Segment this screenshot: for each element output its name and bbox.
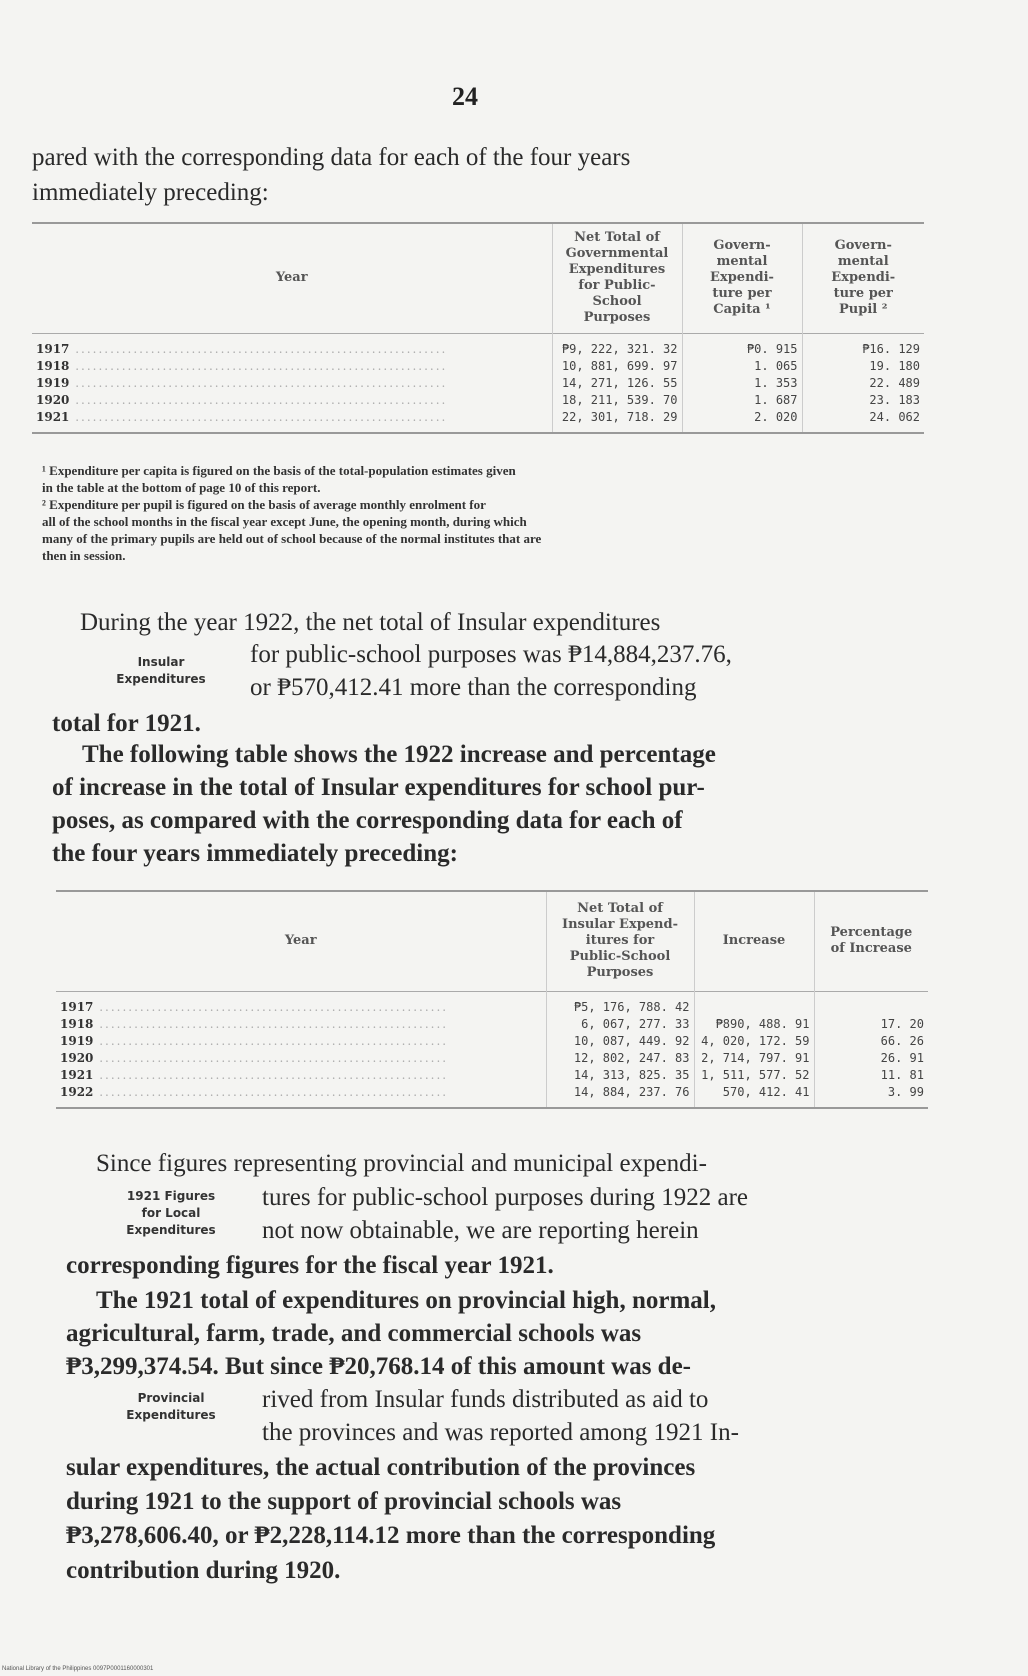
header-net-total: Net Total of Insular Expend- itures for Public-School Purposes <box>546 891 694 991</box>
row-increase: 4, 020, 172. 59 <box>694 1033 814 1050</box>
row-net-total: 18, 211, 539. 70 <box>552 392 682 409</box>
row-net-total: ₱5, 176, 788. 42 <box>546 999 694 1016</box>
row-year: 1917 <box>36 342 70 356</box>
row-percentage: 26. 91 <box>814 1050 928 1067</box>
local-line-2: tures for public-school purposes during 1922 are <box>262 1184 748 1211</box>
page-number: 24 <box>452 82 478 111</box>
row-net-total: 14, 313, 825. 35 <box>546 1067 694 1084</box>
row-per-pupil: 24. 062 <box>802 409 924 433</box>
row-percentage <box>814 999 928 1016</box>
header-percentage: Percentage of Increase <box>814 891 928 991</box>
row-net-total: 12, 802, 247. 83 <box>546 1050 694 1067</box>
provincial-line-5: the provinces and was reported among 1921 In- <box>262 1419 739 1446</box>
row-year: 1918 <box>36 359 70 373</box>
table-intro-line-4: the four years immediately preceding: <box>52 840 458 867</box>
table-row: 1921 ................................................................ 22, 301, 718. 29 2. 020 24. 062 <box>32 409 924 433</box>
row-year: 1920 <box>36 393 70 407</box>
insular-line-4: total for 1921. <box>52 710 201 737</box>
table-row: 1917 ................................................................ ₱9, 222, 321. 32 ₱0. 915 ₱16. 129 <box>32 341 924 358</box>
table-row: 1919 ................................................................ 14, 271, 126. 55 1. 353 22. 489 <box>32 375 924 392</box>
table-row: 1918 ............................................................ 6, 067, 277. 33 ₱890, 488. 91 17. 20 <box>56 1016 928 1033</box>
row-year: 1917 <box>60 1000 94 1014</box>
table-row: 1919 ............................................................ 10, 087, 449. 92 4, 020, 172. 59 66. 26 <box>56 1033 928 1050</box>
row-net-total: ₱9, 222, 321. 32 <box>552 341 682 358</box>
row-net-total: 14, 884, 237. 76 <box>546 1084 694 1108</box>
footnote-1-line-1: ¹ Expenditure per capita is figured on the basis of the total-population estimates given <box>42 463 516 478</box>
provincial-line-4: rived from Insular funds distributed as aid to <box>262 1386 709 1413</box>
side-label-provincial: Provincial Expenditures <box>126 1391 216 1422</box>
header-per-capita: Govern- mental Expendi- ture per Capita ¹ <box>682 223 802 333</box>
insular-line-1: During the year 1922, the net total of Insular expenditures <box>80 609 661 636</box>
header-net-total: Net Total of Governmental Expenditures for Public- School Purposes <box>552 223 682 333</box>
row-per-capita: ₱0. 915 <box>682 341 802 358</box>
table-row: 1922 ............................................................ 14, 884, 237. 76 570, 412. 41 3. 99 <box>56 1084 928 1108</box>
footnotes <box>42 462 922 564</box>
insular-line-3: or ₱570,412.41 more than the corresponding <box>250 674 697 701</box>
footnote-2-line-3: many of the primary pupils are held out of school because of the normal institutes that are <box>42 531 542 546</box>
insular-expenditure-table <box>56 890 928 1109</box>
row-per-capita: 1. 065 <box>682 358 802 375</box>
row-percentage: 17. 20 <box>814 1016 928 1033</box>
provincial-line-6: sular expenditures, the actual contribution of the provinces <box>66 1454 696 1481</box>
row-year: 1919 <box>60 1034 94 1048</box>
row-per-pupil: 19. 180 <box>802 358 924 375</box>
header-per-pupil: Govern- mental Expendi- ture per Pupil ² <box>802 223 924 333</box>
intro-line-1: pared with the corresponding data for each of the four years <box>32 144 631 171</box>
row-increase: 2, 714, 797. 91 <box>694 1050 814 1067</box>
row-net-total: 10, 087, 449. 92 <box>546 1033 694 1050</box>
table-row: 1920 ................................................................ 18, 211, 539. 70 1. 687 23. 183 <box>32 392 924 409</box>
row-per-capita: 1. 353 <box>682 375 802 392</box>
row-net-total: 14, 271, 126. 55 <box>552 375 682 392</box>
row-per-capita: 1. 687 <box>682 392 802 409</box>
provincial-line-1: The 1921 total of expenditures on provincial high, normal, <box>96 1287 716 1314</box>
row-increase: 570, 412. 41 <box>694 1084 814 1108</box>
row-per-capita: 2. 020 <box>682 409 802 433</box>
local-line-1: Since figures representing provincial and municipal expendi- <box>96 1150 707 1177</box>
table-row: 1920 ............................................................ 12, 802, 247. 83 2, 714, 797. 91 26. 91 <box>56 1050 928 1067</box>
local-line-4: corresponding figures for the fiscal year 1921. <box>66 1252 554 1279</box>
side-label-local: 1921 Figures for Local Expenditures <box>126 1189 216 1237</box>
intro-line-2: immediately preceding: <box>32 179 269 206</box>
table-row: 1918 ................................................................ 10, 881, 699. 97 1. 065 19. 180 <box>32 358 924 375</box>
row-percentage: 11. 81 <box>814 1067 928 1084</box>
table-intro-line-1: The following table shows the 1922 increase and percentage <box>82 741 716 768</box>
row-year: 1921 <box>36 410 70 424</box>
archive-footer: National Library of the Philippines 0097P0001160000301 <box>2 1666 154 1672</box>
intro-paragraph <box>32 140 912 210</box>
local-line-3: not now obtainable, we are reporting herein <box>262 1217 699 1244</box>
expenditure-per-capita-table <box>32 222 924 434</box>
row-net-total: 6, 067, 277. 33 <box>546 1016 694 1033</box>
table-intro-line-2: of increase in the total of Insular expenditures for school pur- <box>52 774 705 801</box>
row-net-total: 22, 301, 718. 29 <box>552 409 682 433</box>
table-intro-paragraph <box>52 738 932 870</box>
row-per-pupil: ₱16. 129 <box>802 341 924 358</box>
header-year: Year <box>275 270 308 286</box>
table-intro-line-3: poses, as compared with the corresponding data for each of <box>52 807 683 834</box>
row-increase <box>694 999 814 1016</box>
table-row: 1917 ............................................................ ₱5, 176, 788. 42 <box>56 999 928 1016</box>
footnote-2-line-2: all of the school months in the fiscal year except June, the opening month, during which <box>42 514 527 529</box>
row-per-pupil: 22. 489 <box>802 375 924 392</box>
provincial-line-9: contribution during 1920. <box>66 1557 341 1584</box>
row-increase: 1, 511, 577. 52 <box>694 1067 814 1084</box>
row-increase: ₱890, 488. 91 <box>694 1016 814 1033</box>
provincial-line-8: ₱3,278,606.40, or ₱2,228,114.12 more than the corresponding <box>66 1522 716 1549</box>
row-net-total: 10, 881, 699. 97 <box>552 358 682 375</box>
provincial-line-2: agricultural, farm, trade, and commercial schools was <box>66 1320 642 1347</box>
row-per-pupil: 23. 183 <box>802 392 924 409</box>
row-year: 1922 <box>60 1085 94 1099</box>
provincial-line-3: ₱3,299,374.54. But since ₱20,768.14 of this amount was de- <box>66 1353 692 1380</box>
table-row: 1921 ............................................................ 14, 313, 825. 35 1, 511, 577. 52 11. 81 <box>56 1067 928 1084</box>
footnote-2-line-1: ² Expenditure per pupil is figured on the basis of average monthly enrolment for <box>42 497 486 512</box>
insular-line-2: for public-school purposes was ₱14,884,237.76, <box>250 641 732 668</box>
footnote-1-line-2: in the table at the bottom of page 10 of this report. <box>42 480 321 495</box>
row-year: 1919 <box>36 376 70 390</box>
row-percentage: 3. 99 <box>814 1084 928 1108</box>
header-year: Year <box>284 933 317 949</box>
row-year: 1921 <box>60 1068 94 1082</box>
side-label-insular: Insular Expenditures <box>116 655 206 686</box>
footnote-2-line-4: then in session. <box>42 548 126 563</box>
row-percentage: 66. 26 <box>814 1033 928 1050</box>
provincial-line-7: during 1921 to the support of provincial schools was <box>66 1488 622 1515</box>
header-increase: Increase <box>694 891 814 991</box>
row-year: 1918 <box>60 1017 94 1031</box>
row-year: 1920 <box>60 1051 94 1065</box>
